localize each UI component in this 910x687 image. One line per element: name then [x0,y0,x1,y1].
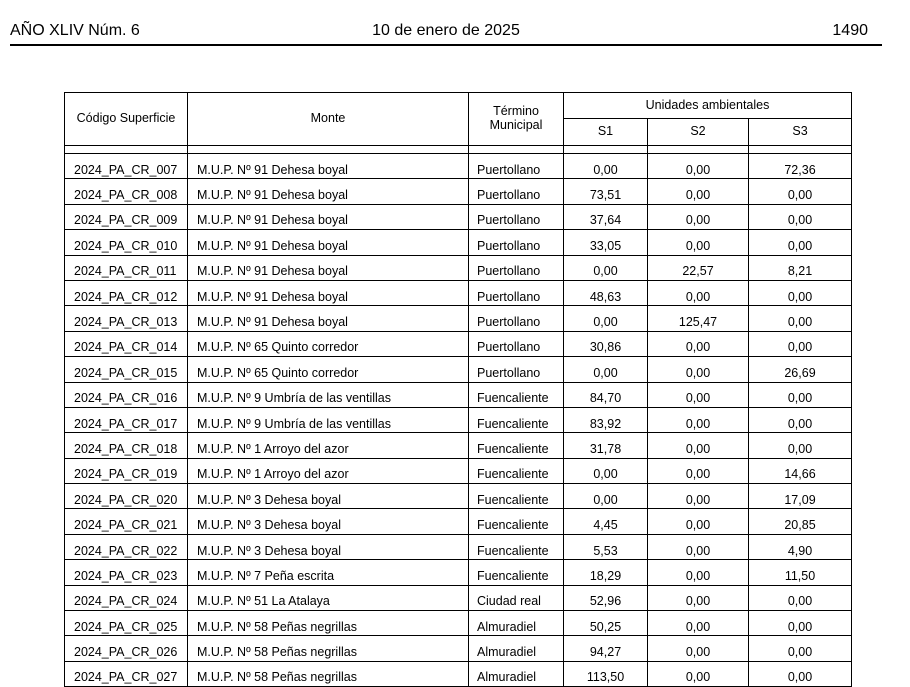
cell-s2: 0,00 [648,509,749,534]
cell-codigo: 2024_PA_CR_024 [65,585,188,610]
cell-termino: Fuencaliente [469,458,564,483]
table-row [65,458,852,483]
cell-s3: 0,00 [749,382,852,407]
table-row [65,230,852,255]
cell-s1: 0,00 [564,484,648,509]
cell-s3: 20,85 [749,509,852,534]
cell-termino: Fuencaliente [469,560,564,585]
cell-s2: 0,00 [648,636,749,661]
cell-s1: 0,00 [564,306,648,331]
page-number: 1490 [832,22,868,39]
cell-termino: Almuradiel [469,636,564,661]
cell-codigo: 2024_PA_CR_007 [65,154,188,179]
cell-s2: 0,00 [648,484,749,509]
cell-codigo: 2024_PA_CR_019 [65,458,188,483]
cell-codigo: 2024_PA_CR_025 [65,611,188,636]
cell-s1: 52,96 [564,585,648,610]
table-row [65,534,852,559]
cell-codigo: 2024_PA_CR_009 [65,204,188,229]
table-row [65,382,852,407]
cell-s1: 18,29 [564,560,648,585]
cell-termino: Ciudad real [469,585,564,610]
cell-s2: 0,00 [648,585,749,610]
table-row [65,255,852,280]
cell-s3: 11,50 [749,560,852,585]
table-row [65,484,852,509]
publication-date: 10 de enero de 2025 [372,22,520,39]
cell-monte: M.U.P. Nº 58 Peñas negrillas [188,661,469,686]
header-spacer-row [65,146,852,154]
cell-monte: M.U.P. Nº 51 La Atalaya [188,585,469,610]
table-row [65,433,852,458]
cell-s1: 33,05 [564,230,648,255]
table-body [65,146,852,687]
cell-termino: Fuencaliente [469,382,564,407]
cell-termino: Puertollano [469,357,564,382]
cell-s2: 0,00 [648,331,749,356]
cell-s2: 0,00 [648,534,749,559]
cell-s1: 5,53 [564,534,648,559]
cell-s2: 0,00 [648,661,749,686]
table-row [65,611,852,636]
cell-monte: M.U.P. Nº 91 Dehesa boyal [188,230,469,255]
cell-monte: M.U.P. Nº 9 Umbría de las ventillas [188,407,469,432]
cell-monte: M.U.P. Nº 65 Quinto corredor [188,357,469,382]
cell-termino: Fuencaliente [469,484,564,509]
cell-s3: 0,00 [749,204,852,229]
cell-monte: M.U.P. Nº 3 Dehesa boyal [188,484,469,509]
cell-termino: Almuradiel [469,661,564,686]
cell-monte: M.U.P. Nº 7 Peña escrita [188,560,469,585]
cell-codigo: 2024_PA_CR_016 [65,382,188,407]
col-header-s3: S3 [749,119,852,146]
cell-codigo: 2024_PA_CR_015 [65,357,188,382]
cell-termino: Fuencaliente [469,534,564,559]
cell-s1: 50,25 [564,611,648,636]
cell-codigo: 2024_PA_CR_020 [65,484,188,509]
cell-monte: M.U.P. Nº 91 Dehesa boyal [188,204,469,229]
cell-codigo: 2024_PA_CR_027 [65,661,188,686]
cell-s3: 17,09 [749,484,852,509]
cell-s2: 0,00 [648,179,749,204]
table-row [65,306,852,331]
cell-codigo: 2024_PA_CR_022 [65,534,188,559]
page-header [10,20,882,46]
cell-s2: 0,00 [648,280,749,305]
cell-s3: 0,00 [749,407,852,432]
table-row [65,179,852,204]
cell-codigo: 2024_PA_CR_026 [65,636,188,661]
cell-termino: Puertollano [469,204,564,229]
cell-monte: M.U.P. Nº 3 Dehesa boyal [188,534,469,559]
cell-s3: 0,00 [749,611,852,636]
cell-termino: Puertollano [469,331,564,356]
cell-codigo: 2024_PA_CR_018 [65,433,188,458]
cell-termino: Puertollano [469,179,564,204]
surface-table [64,92,852,687]
table-row [65,636,852,661]
table-row [65,509,852,534]
cell-s2: 0,00 [648,458,749,483]
cell-s3: 8,21 [749,255,852,280]
cell-monte: M.U.P. Nº 91 Dehesa boyal [188,255,469,280]
cell-s1: 113,50 [564,661,648,686]
cell-s1: 37,64 [564,204,648,229]
cell-s2: 0,00 [648,407,749,432]
cell-s2: 0,00 [648,154,749,179]
cell-s3: 0,00 [749,331,852,356]
table-row [65,331,852,356]
cell-monte: M.U.P. Nº 91 Dehesa boyal [188,306,469,331]
cell-termino: Fuencaliente [469,509,564,534]
cell-codigo: 2024_PA_CR_023 [65,560,188,585]
table-row [65,154,852,179]
table-row [65,585,852,610]
cell-monte: M.U.P. Nº 65 Quinto corredor [188,331,469,356]
table-row [65,204,852,229]
cell-codigo: 2024_PA_CR_008 [65,179,188,204]
cell-s1: 31,78 [564,433,648,458]
cell-s3: 0,00 [749,585,852,610]
cell-monte: M.U.P. Nº 1 Arroyo del azor [188,458,469,483]
cell-termino: Fuencaliente [469,433,564,458]
cell-termino: Puertollano [469,230,564,255]
cell-termino: Puertollano [469,154,564,179]
cell-codigo: 2024_PA_CR_014 [65,331,188,356]
cell-s2: 0,00 [648,560,749,585]
cell-s1: 73,51 [564,179,648,204]
cell-s1: 84,70 [564,382,648,407]
cell-monte: M.U.P. Nº 1 Arroyo del azor [188,433,469,458]
cell-s1: 0,00 [564,357,648,382]
cell-s3: 26,69 [749,357,852,382]
cell-s3: 0,00 [749,636,852,661]
cell-s1: 48,63 [564,280,648,305]
col-header-termino: Término Municipal [469,93,564,146]
cell-s3: 72,36 [749,154,852,179]
cell-s2: 0,00 [648,433,749,458]
col-header-monte: Monte [188,93,469,146]
cell-s2: 0,00 [648,230,749,255]
cell-s2: 125,47 [648,306,749,331]
col-header-codigo: Código Superficie [65,93,188,146]
cell-s1: 0,00 [564,458,648,483]
cell-s1: 4,45 [564,509,648,534]
table-row [65,407,852,432]
cell-codigo: 2024_PA_CR_013 [65,306,188,331]
cell-s3: 0,00 [749,179,852,204]
cell-monte: M.U.P. Nº 58 Peñas negrillas [188,611,469,636]
cell-termino: Fuencaliente [469,407,564,432]
cell-s1: 30,86 [564,331,648,356]
cell-monte: M.U.P. Nº 9 Umbría de las ventillas [188,382,469,407]
col-header-s1: S1 [564,119,648,146]
table-row [65,357,852,382]
col-header-unidades: Unidades ambientales [564,93,852,119]
cell-s2: 0,00 [648,611,749,636]
issue-number: AÑO XLIV Núm. 6 [10,22,140,39]
cell-s2: 0,00 [648,204,749,229]
cell-s3: 0,00 [749,230,852,255]
cell-monte: M.U.P. Nº 58 Peñas negrillas [188,636,469,661]
cell-s3: 0,00 [749,306,852,331]
cell-monte: M.U.P. Nº 3 Dehesa boyal [188,509,469,534]
cell-s1: 94,27 [564,636,648,661]
table-row [65,560,852,585]
cell-monte: M.U.P. Nº 91 Dehesa boyal [188,280,469,305]
cell-s1: 0,00 [564,255,648,280]
cell-s3: 0,00 [749,661,852,686]
cell-termino: Puertollano [469,306,564,331]
cell-termino: Puertollano [469,255,564,280]
cell-termino: Puertollano [469,280,564,305]
cell-codigo: 2024_PA_CR_010 [65,230,188,255]
cell-s2: 22,57 [648,255,749,280]
cell-s3: 4,90 [749,534,852,559]
cell-codigo: 2024_PA_CR_017 [65,407,188,432]
cell-termino: Almuradiel [469,611,564,636]
cell-s3: 0,00 [749,280,852,305]
cell-s3: 14,66 [749,458,852,483]
cell-codigo: 2024_PA_CR_021 [65,509,188,534]
cell-monte: M.U.P. Nº 91 Dehesa boyal [188,154,469,179]
cell-s1: 83,92 [564,407,648,432]
cell-monte: M.U.P. Nº 91 Dehesa boyal [188,179,469,204]
cell-s1: 0,00 [564,154,648,179]
table-row [65,661,852,686]
cell-s2: 0,00 [648,382,749,407]
col-header-s2: S2 [648,119,749,146]
cell-s2: 0,00 [648,357,749,382]
cell-codigo: 2024_PA_CR_012 [65,280,188,305]
cell-s3: 0,00 [749,433,852,458]
cell-codigo: 2024_PA_CR_011 [65,255,188,280]
table-row [65,280,852,305]
